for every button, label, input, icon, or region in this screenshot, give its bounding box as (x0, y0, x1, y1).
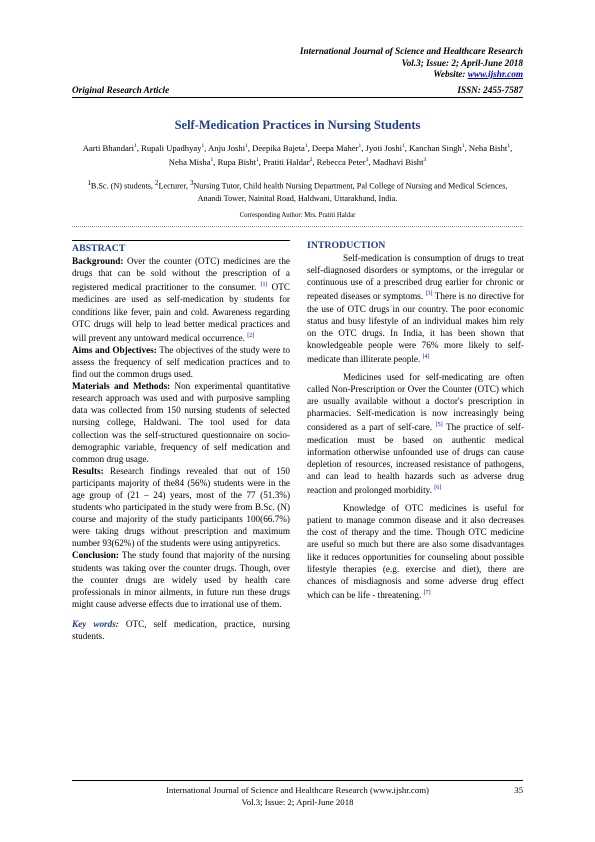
author-affiliation-marker: 1 (210, 156, 214, 163)
footer-journal: International Journal of Science and Healthcare Research (www.ijshr.com) (166, 785, 429, 795)
author-name: Rupa Bisht (217, 156, 257, 167)
author-affiliation-marker: 1 (245, 143, 248, 149)
abstract-results: Results: Research findings revealed that out of 150 participants majority of the84 (56%) students were in the age group of (21 – 24) years, most of the 77 (51.3%) students who participated in the study were from B.Sc. (N) course and majority of the study participants 100(66.7%) were taking drugs without prescription and maximum number 93(62%) of the students were using antipyretics. (72, 465, 290, 549)
affiliation: $^1$B.Sc. (N) students, $^2$Lecturer, $^3$Nursing Tutor, Child health Nursing Department, Pal College of Nursing and Medical Sciences, Anandi Tower, Nainital Road, Haldwani, Uttarakhand, India. (87, 180, 508, 203)
author-affiliation-marker: 1 (461, 143, 465, 149)
intro-paragraph-1: Self-medication is consumption of drugs to treat self-diagnosed disorders or symptoms, or the irregular or continuous use of a prescribed drug earlier for chronic or repeated diseases or symptoms. [3] There is no directive for the use of OTC drugs in our country. The poor economic status and busy lifestyle of an individual makes him rely on the OTC drugs. In India, it has been shown that knowledgeable people were 76% more likely to self- medicate than illiterate people. [4] (307, 253, 524, 364)
author-affiliation-marker: 3 (423, 156, 427, 163)
author-affiliation-marker: 1 (304, 143, 308, 149)
author-affiliation-marker: 1 (507, 143, 511, 149)
author-affiliation-marker: 3 (365, 156, 369, 163)
author-name: Jyoti Joshi (365, 142, 403, 153)
author-affiliation-marker: 1 (134, 143, 137, 149)
abstract-methods: Materials and Methods: Non experimental quantitative research approach was used and with purposive sampling data was collected from 150 nursing students of selected nursing college, Haldwani. The tool used for data collection was the self-structured questionnaire on socio-demographic variable, frequency of self medication and common drug usage. (72, 381, 290, 464)
article-title: Self-Medication Practices in Nursing Students (174, 118, 421, 132)
citation-link[interactable]: [1] (260, 282, 268, 289)
intro-paragraph-2: Medicines used for self-medicating are often called Non-Prescription or Over the Counter (OTC) which are usually available without a doctor's prescription in pharmacies. Self-medication is now increasingly being considered as a part of self-care. [5] The practice of self-medication must be based on authentic medical information otherwise unfounded use of drugs can cause depletion of resources, increased resistance of pathogens, and can lead to health hazards such as adverse drug reaction and prolonged morbidity. [6] (307, 372, 524, 496)
author-name: Pratiti Haldar (263, 156, 310, 167)
abstract-heading: ABSTRACT (72, 243, 126, 254)
footer-volume: Vol.3; Issue: 2; April-June 2018 (241, 796, 354, 807)
citation-link[interactable]: [4] (422, 353, 430, 360)
citation-link[interactable]: [5] (435, 422, 443, 429)
citation-link[interactable]: [6] (434, 484, 442, 491)
journal-volume: Vol.3; Issue: 2; April-June 2018 (401, 57, 523, 68)
page-footer (72, 785, 523, 808)
author-affiliation-marker: 1 (358, 143, 362, 149)
issn: ISSN: 2455-7587 (457, 85, 523, 95)
citation-link[interactable]: [2] (247, 332, 255, 339)
author-affiliation-marker: 1 (256, 156, 259, 163)
author-name: Neha Misha (168, 156, 211, 167)
author-name: Madhavi Bisht (372, 156, 424, 167)
author-name: Neha Bisht (468, 142, 508, 153)
intro-paragraph-3: Knowledge of OTC medicines is useful for patient to manage common disease and it also decreases the cost of therapy and the time. Though OTC medicine are useful so much but there are also some disadvantages like it reduces opportunities for counseling about possible lifestyle therapies (e.g. exercise and diet), there are chances of misdiagnosis and some adverse drug effect which can be life - threatening. [7] (307, 503, 524, 600)
author-name: Deepa Maher (311, 142, 359, 153)
citation-link[interactable]: [3] (425, 291, 433, 298)
author-list: Aarti Bhandari$^1$, Rupali Upadhyay$^1$, Anju Joshi$^1$, Deepika Bajeta$^1$, Deepa Maher$^1$, Jyoti Joshi$^1$, Kanchan Singh$^1$, Neha Bisht$^1$, Neha Misha$^1$, Rupa Bisht$^1$, Pratiti Haldar$^2$, Rebecca Peter$^3$, Madhavi Bisht$^3$ (82, 142, 513, 167)
abstract-background: Background: Over the counter (OTC) medicines are the drugs that can be sold without the prescription of a registered medical practitioner to the consumer. [1] OTC medicines are used as self-medication by students for conditions like fever, pain and cold. Awareness regarding OTC drugs will help to lead better medical practices and will prevent any untoward medical occurrence. [2] (72, 256, 290, 343)
abstract-conclusion: Conclusion: The study found that majority of the nursing students was taking over the counter drugs. Though, over the counter drugs are widely used by health care professionals in minor ailments, in future run these drugs might cause adverse effects due to irrational use of them. (72, 550, 290, 609)
introduction-heading: INTRODUCTION (307, 240, 386, 251)
page-number: 35 (514, 785, 523, 795)
author-name: Anju Joshi (208, 142, 246, 153)
abstract-aims: Aims and Objectives: The objectives of the study were to assess the frequency of self medication practices and to find out the common drugs used. (72, 344, 290, 380)
author-name: Deepika Bajeta (252, 142, 305, 153)
journal-header (300, 46, 523, 81)
author-name: Rupali Upadhyay (141, 142, 202, 153)
introduction-column (307, 240, 524, 601)
journal-website: Website: www.ijshr.com (433, 69, 523, 79)
abstract-section (72, 240, 290, 642)
author-name: Kanchan Singh (409, 142, 462, 153)
website-link[interactable]: www.ijshr.com (467, 69, 523, 79)
citation-link[interactable]: [7] (423, 589, 431, 596)
header-rule (72, 97, 523, 98)
footer-rule (72, 780, 523, 781)
keywords: Key words: OTC, self medication, practice, nursing students. (72, 618, 290, 642)
author-name: Aarti Bhandari (82, 142, 135, 153)
author-name: Rebecca Peter (316, 156, 366, 167)
section-divider (72, 226, 523, 227)
corresponding-author: Corresponding Author: Mrs. Pratiti Haldar (239, 212, 356, 219)
author-affiliation-marker: 2 (309, 156, 313, 163)
abstract-column (72, 240, 290, 642)
author-affiliation-marker: 1 (402, 143, 405, 149)
journal-name: International Journal of Science and Healthcare Research (299, 46, 523, 56)
article-type: Original Research Article (72, 85, 170, 95)
author-affiliation-marker: 1 (201, 143, 205, 149)
